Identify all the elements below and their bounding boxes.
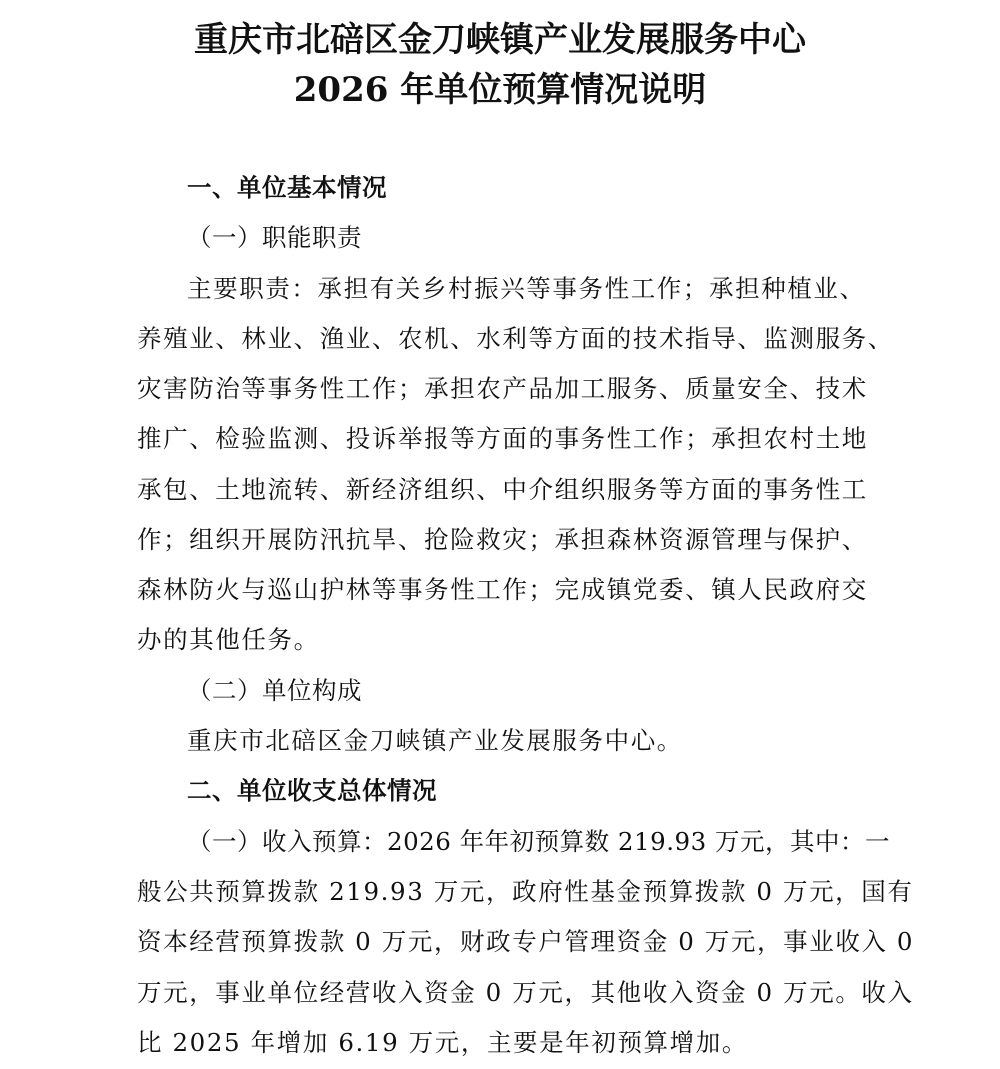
paragraph-line: 主要职责：承担有关乡村振兴等事务性工作；承担种植业、 bbox=[187, 274, 866, 303]
paragraph-line: （一）收入预算：2026 年年初预算数 219.93 万元，其中：一 bbox=[187, 827, 890, 856]
paragraph-line: 资本经营预算拨款 0 万元，财政专户管理资金 0 万元，事业收入 0 bbox=[137, 927, 915, 956]
section-2-heading: 二、单位收支总体情况 bbox=[187, 776, 437, 805]
paragraph-line: 承包、土地流转、新经济组织、中介组织服务等方面的事务性工 bbox=[137, 475, 868, 504]
paragraph-line: 森林防火与巡山护林等事务性工作；完成镇党委、镇人民政府交 bbox=[137, 575, 868, 604]
document-title-line-1: 重庆市北碚区金刀峡镇产业发展服务中心 bbox=[194, 20, 806, 60]
subsection-1-2-heading: （二）单位构成 bbox=[187, 676, 362, 705]
document-title-line-2: 2026 年单位预算情况说明 bbox=[293, 70, 707, 110]
paragraph-line: 万元，事业单位经营收入资金 0 万元，其他收入资金 0 万元。收入 bbox=[137, 978, 914, 1007]
section-1-heading: 一、单位基本情况 bbox=[187, 173, 387, 202]
paragraph-line: 作；组织开展防汛抗旱、抢险救灾；承担森林资源管理与保护、 bbox=[137, 525, 868, 554]
paragraph-line: 重庆市北碚区金刀峡镇产业发展服务中心。 bbox=[187, 726, 683, 755]
paragraph-line: 推广、检验监测、投诉举报等方面的事务性工作；承担农村土地 bbox=[137, 424, 868, 453]
paragraph-line: 办的其他任务。 bbox=[137, 625, 320, 654]
paragraph-line: 般公共预算拨款 219.93 万元，政府性基金预算拨款 0 万元，国有 bbox=[137, 877, 914, 906]
paragraph-line: 比 2025 年增加 6.19 万元，主要是年初预算增加。 bbox=[137, 1028, 748, 1057]
subsection-1-1-heading: （一）职能职责 bbox=[187, 223, 362, 252]
paragraph-line: 灾害防治等事务性工作；承担农产品加工服务、质量安全、技术 bbox=[137, 374, 868, 403]
paragraph-line: 养殖业、林业、渔业、农机、水利等方面的技术指导、监测服务、 bbox=[137, 324, 894, 353]
